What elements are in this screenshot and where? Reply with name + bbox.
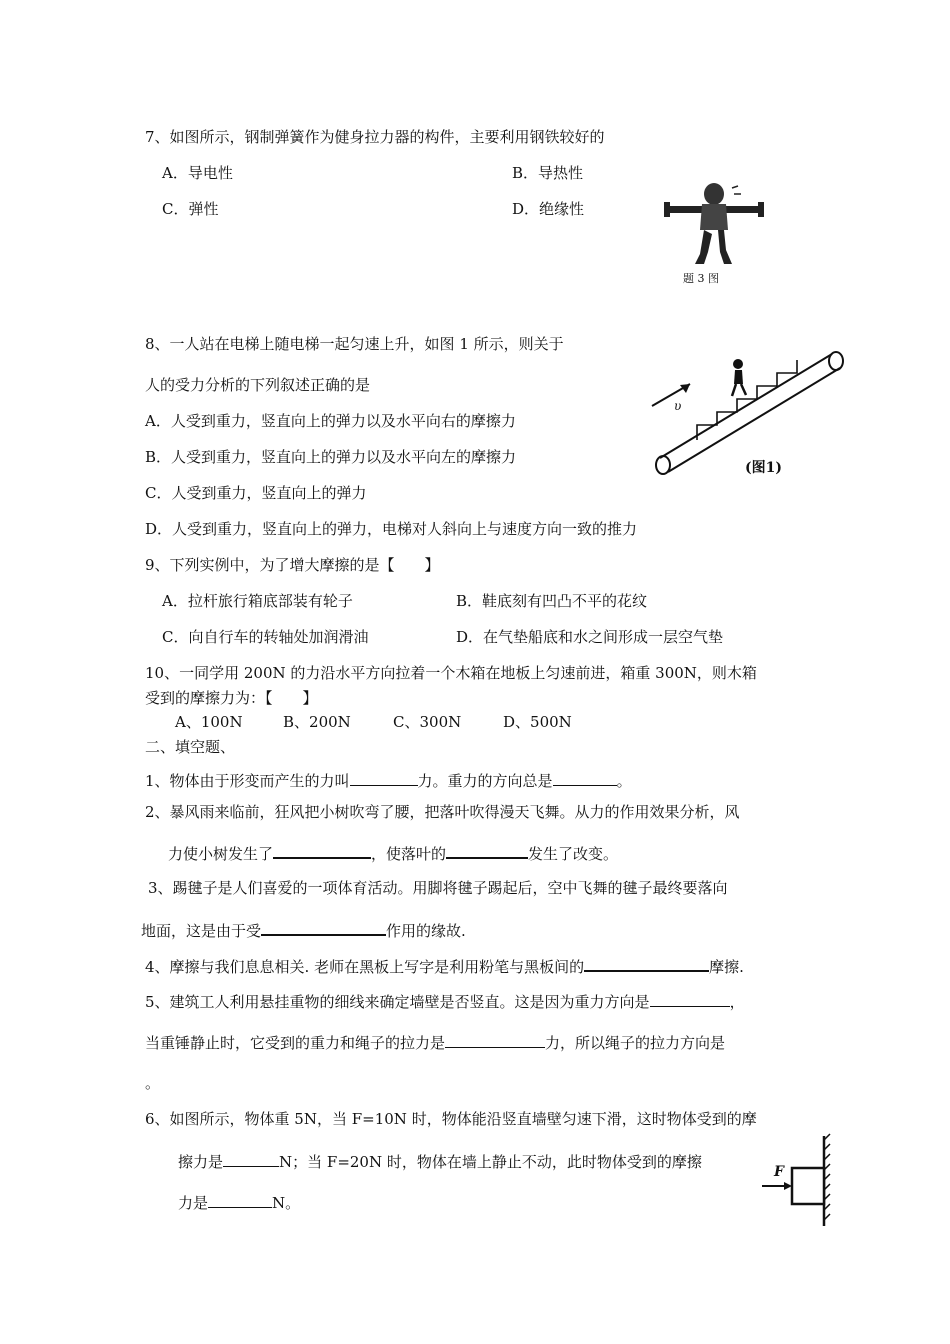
q8-stem-line2: 人的受力分析的下列叙述正确的是 [145, 376, 371, 394]
fill3-line1: 3、踢毽子是人们喜爱的一项体育活动。用脚将毽子踢起后，空中飞舞的毽子最终要落向 [148, 879, 728, 897]
q7-stem: 7、如图所示，钢制弹簧作为健身拉力器的构件，主要利用钢铁较好的 [145, 128, 605, 146]
fill5-text-c: 当重锤静止时，它受到的重力和绳子的拉力是 [145, 1034, 446, 1052]
force-label: F [774, 1164, 784, 1180]
q8-option-b: B．人受到重力，竖直向上的弹力以及水平向左的摩擦力 [145, 448, 517, 466]
fill1-line [145, 771, 632, 791]
fill5-line1 [145, 992, 745, 1012]
fill3-blank-1[interactable] [261, 920, 386, 936]
fill5-line3: 。 [145, 1074, 161, 1092]
fill2-blank-1[interactable] [273, 843, 371, 859]
q8-option-c: C．人受到重力，竖直向上的弹力 [145, 484, 367, 502]
block-icon [792, 1168, 824, 1204]
q8-figure-escalator [642, 340, 852, 480]
person-walking-icon [732, 359, 746, 396]
fill2-line1: 2、暴风雨来临前，狂风把小树吹弯了腰，把落叶吹得漫天飞舞。从力的作用效果分析，风 [145, 803, 740, 821]
q10-option-c: C、300N [393, 713, 462, 731]
fill3-text-a: 地面，这是由于受 [141, 922, 262, 940]
q7-option-c: C．弹性 [162, 200, 219, 218]
fill2-blank-2[interactable] [446, 843, 528, 859]
section2-title: 二、填空题、 [145, 738, 236, 756]
fill5-blank-2[interactable] [445, 1033, 545, 1048]
fill3-line2 [141, 920, 466, 941]
fill1-text-a: 1、物体由于形变而产生的力叫 [145, 772, 350, 790]
fill2-text-c: 发生了改变。 [528, 845, 619, 863]
fill6-text-b: N；当 F=20N 时，物体在墙上静止不动，此时物体受到的摩擦 [279, 1153, 702, 1171]
fill6-text-a: 擦力是 [178, 1153, 224, 1171]
q7-option-d: D．绝缘性 [512, 200, 585, 218]
fill2-line2 [168, 843, 618, 864]
fill4-text-b: 摩擦. [709, 958, 744, 976]
q7-figure-caption: 题 3 图 [683, 272, 719, 285]
q7-figure-person-stretcher [662, 182, 772, 270]
person-with-expander-icon [664, 183, 764, 264]
fill1-blank-2[interactable] [553, 771, 617, 786]
q9-stem: 9、下列实例中，为了增大摩擦的是【 】 [145, 556, 440, 574]
q10-stem-line1: 10、一同学用 200N 的力沿水平方向拉着一个木箱在地板上匀速前进，箱重 300N，则木箱 [145, 664, 757, 682]
fill6-line2 [178, 1152, 702, 1172]
velocity-label: υ [674, 399, 682, 413]
q9-option-b: B．鞋底刻有凹凸不平的花纹 [456, 592, 648, 610]
fill6-line3 [178, 1193, 300, 1213]
q7-option-b: B．导热性 [512, 164, 584, 182]
q8-option-d: D．人受到重力，竖直向上的弹力，电梯对人斜向上与速度方向一致的推力 [145, 520, 638, 538]
fill6-text-d: N。 [272, 1194, 301, 1212]
fill6-blank-1[interactable] [223, 1152, 279, 1167]
q8-stem-line1: 8、一人站在电梯上随电梯一起匀速上升，如图 1 所示，则关于 [145, 335, 564, 353]
fill5-text-b: ， [729, 993, 745, 1011]
fill1-text-c: 。 [616, 772, 632, 790]
q10-option-a: A、100N [175, 713, 243, 731]
q7-option-a: A．导电性 [162, 164, 233, 182]
fill6-blank-2[interactable] [208, 1193, 272, 1208]
fill4-line [145, 956, 744, 977]
fill6-line1: 6、如图所示，物体重 5N，当 F=10N 时，物体能沿竖直墙壁匀速下滑，这时物体受到的摩 [145, 1110, 757, 1128]
q8-option-a: A．人受到重力，竖直向上的弹力以及水平向右的摩擦力 [145, 412, 516, 430]
q10-option-b: B、200N [283, 713, 351, 731]
fill4-blank-1[interactable] [584, 956, 709, 972]
q10-option-d: D、500N [503, 713, 572, 731]
fill5-line2 [145, 1033, 725, 1053]
fill5-text-a: 5、建筑工人利用悬挂重物的细线来确定墙壁是否竖直。这是因为重力方向是 [145, 993, 650, 1011]
q10-stem-line2: 受到的摩擦力为：【 】 [145, 689, 318, 707]
fill2-text-a: 力使小树发生了 [168, 845, 274, 863]
f6-figure-block-on-wall [760, 1132, 840, 1230]
q9-option-d: D．在气垫船底和水之间形成一层空气垫 [456, 628, 724, 646]
force-arrow-icon [762, 1182, 792, 1190]
fill3-text-b: 作用的缘故. [386, 922, 466, 940]
fill5-blank-1[interactable] [650, 992, 730, 1007]
fill1-blank-1[interactable] [350, 771, 418, 786]
fill5-text-d: 力，所以绳子的拉力方向是 [545, 1034, 726, 1052]
q9-option-a: A．拉杆旅行箱底部装有轮子 [162, 592, 353, 610]
fill1-text-b: 力。重力的方向总是 [417, 772, 553, 790]
fill4-text-a: 4、摩擦与我们息息相关. 老师在黑板上写字是利用粉笔与黑板间的 [145, 958, 585, 976]
velocity-arrow-icon [652, 384, 690, 406]
q9-option-c: C．向自行车的转轴处加润滑油 [162, 628, 369, 646]
fill6-text-c: 力是 [178, 1194, 209, 1212]
fill2-text-b: ，使落叶的 [371, 845, 447, 863]
q8-figure-caption: (图1) [745, 460, 782, 476]
